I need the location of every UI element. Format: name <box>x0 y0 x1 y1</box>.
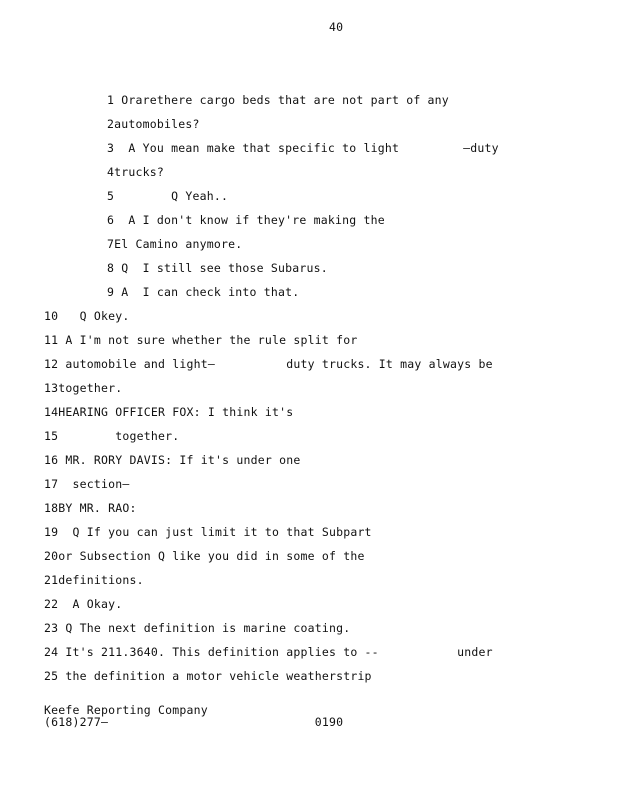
transcript-line: 4trucks? <box>107 165 164 179</box>
transcript-line: 9 A I can check into that. <box>107 285 300 299</box>
transcript-line: 24 It's 211.3640. This definition applies to -- under <box>44 645 493 659</box>
page-number: 40 <box>329 20 344 34</box>
transcript-line: 3 A You mean make that specific to light –duty <box>107 141 499 155</box>
transcript-line: 7El Camino anymore. <box>107 237 243 251</box>
footer-company: Keefe Reporting Company <box>44 703 208 717</box>
transcript-line: 1 Orarethere cargo beds that are not part of any <box>107 93 449 107</box>
transcript-line: 13together. <box>44 381 123 395</box>
transcript-line: 20or Subsection Q like you did in some of the <box>44 549 365 563</box>
transcript-line: 17 section— <box>44 477 130 491</box>
transcript-line: 25 the definition a motor vehicle weatherstrip <box>44 669 372 683</box>
footer-phone: (618)277– 0190 <box>44 715 344 729</box>
transcript-line: 10 Q Okey. <box>44 309 130 323</box>
transcript-line: 15 together. <box>44 429 180 443</box>
transcript-line: 18BY MR. RAO: <box>44 501 137 515</box>
transcript-line: 16 MR. RORY DAVIS: If it's under one <box>44 453 301 467</box>
transcript-line: 8 Q I still see those Subarus. <box>107 261 328 275</box>
transcript-line: 6 A I don't know if they're making the <box>107 213 385 227</box>
transcript-line: 5 Q Yeah.. <box>107 189 229 203</box>
transcript-line: 23 Q The next definition is marine coating. <box>44 621 351 635</box>
transcript-line: 19 Q If you can just limit it to that Subpart <box>44 525 372 539</box>
transcript-line: 11 A I'm not sure whether the rule split for <box>44 333 358 347</box>
transcript-line: 22 A Okay. <box>44 597 123 611</box>
transcript-line: 12 automobile and light– duty trucks. It may always be <box>44 357 493 371</box>
transcript-line: 14HEARING OFFICER FOX: I think it's <box>44 405 294 419</box>
transcript-line: 21definitions. <box>44 573 144 587</box>
transcript-line: 2automobiles? <box>107 117 200 131</box>
